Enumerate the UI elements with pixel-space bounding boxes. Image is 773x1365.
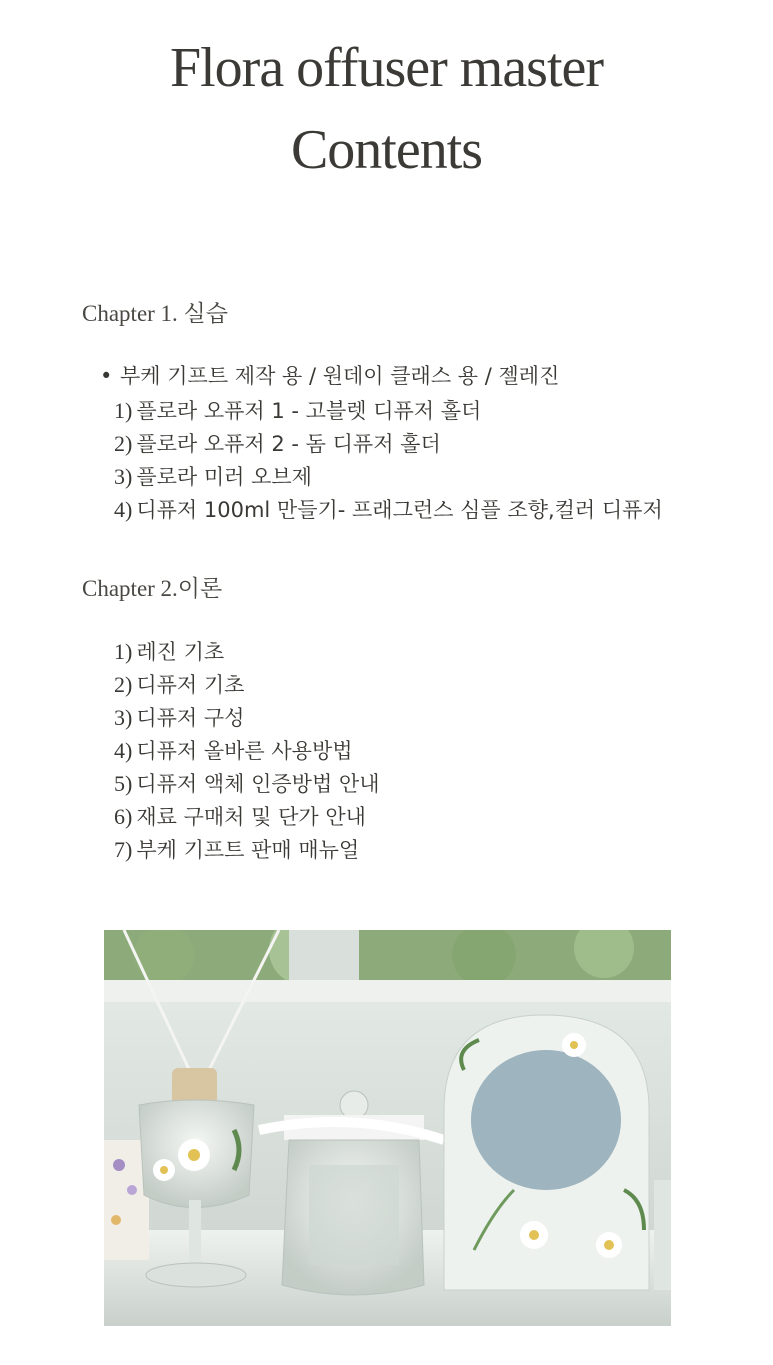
chapter1-item xyxy=(114,428,441,458)
item-number: 4) xyxy=(114,497,133,522)
item-text: 재료 구매처 및 단가 안내 xyxy=(136,805,366,829)
chapter2-item xyxy=(114,801,366,831)
item-number: 4) xyxy=(114,738,133,763)
item-text: 플로라 오퓨저 2 - 돔 디퓨저 홀더 xyxy=(136,432,441,456)
item-number: 1) xyxy=(114,398,133,423)
item-text: 디퓨저 100ml 만들기- 프래그런스 심플 조향,컬러 디퓨저 xyxy=(136,498,663,522)
item-text: 디퓨저 액체 인증방법 안내 xyxy=(136,772,380,796)
item-text: 디퓨저 구성 xyxy=(136,706,245,730)
item-text: 부케 기프트 판매 매뉴얼 xyxy=(136,838,360,862)
item-text: 플로라 오퓨저 1 - 고블렛 디퓨저 홀더 xyxy=(136,399,482,423)
item-number: 6) xyxy=(114,804,133,829)
page-title-line2: Contents xyxy=(290,119,483,181)
chapter2-item xyxy=(114,636,224,666)
product-photo xyxy=(104,930,671,1326)
chapter2-item xyxy=(114,669,244,699)
chapter1-heading: Chapter 1. 실습 xyxy=(82,301,228,326)
chapter2-item xyxy=(114,702,244,732)
chapter1-bullet xyxy=(100,360,559,390)
chapter1-item xyxy=(114,461,312,491)
item-text: 디퓨저 기초 xyxy=(136,673,245,697)
item-number: 2) xyxy=(114,672,133,697)
chapter2-item xyxy=(114,735,353,765)
product-photo-illustration xyxy=(104,930,671,1326)
item-number: 3) xyxy=(114,464,133,489)
item-number: 1) xyxy=(114,639,133,664)
item-text: 디퓨저 올바른 사용방법 xyxy=(136,739,353,763)
chapter1-item xyxy=(114,494,663,524)
item-number: 2) xyxy=(114,431,133,456)
bullet-icon: • xyxy=(100,364,113,388)
chapter2-heading: Chapter 2.이론 xyxy=(82,576,223,601)
item-text: 레진 기초 xyxy=(136,640,225,664)
chapter1-item xyxy=(114,395,481,425)
chapter2-item xyxy=(114,768,380,798)
item-number: 7) xyxy=(114,837,133,862)
item-text: 플로라 미러 오브제 xyxy=(136,465,312,489)
item-number: 3) xyxy=(114,705,133,730)
item-number: 5) xyxy=(114,771,133,796)
chapter2-item xyxy=(114,834,359,864)
chapter1-bullet-text: 부케 기프트 제작 용 / 원데이 클래스 용 / 젤레진 xyxy=(120,364,560,388)
page-title-line1: Flora offuser master xyxy=(169,37,604,99)
